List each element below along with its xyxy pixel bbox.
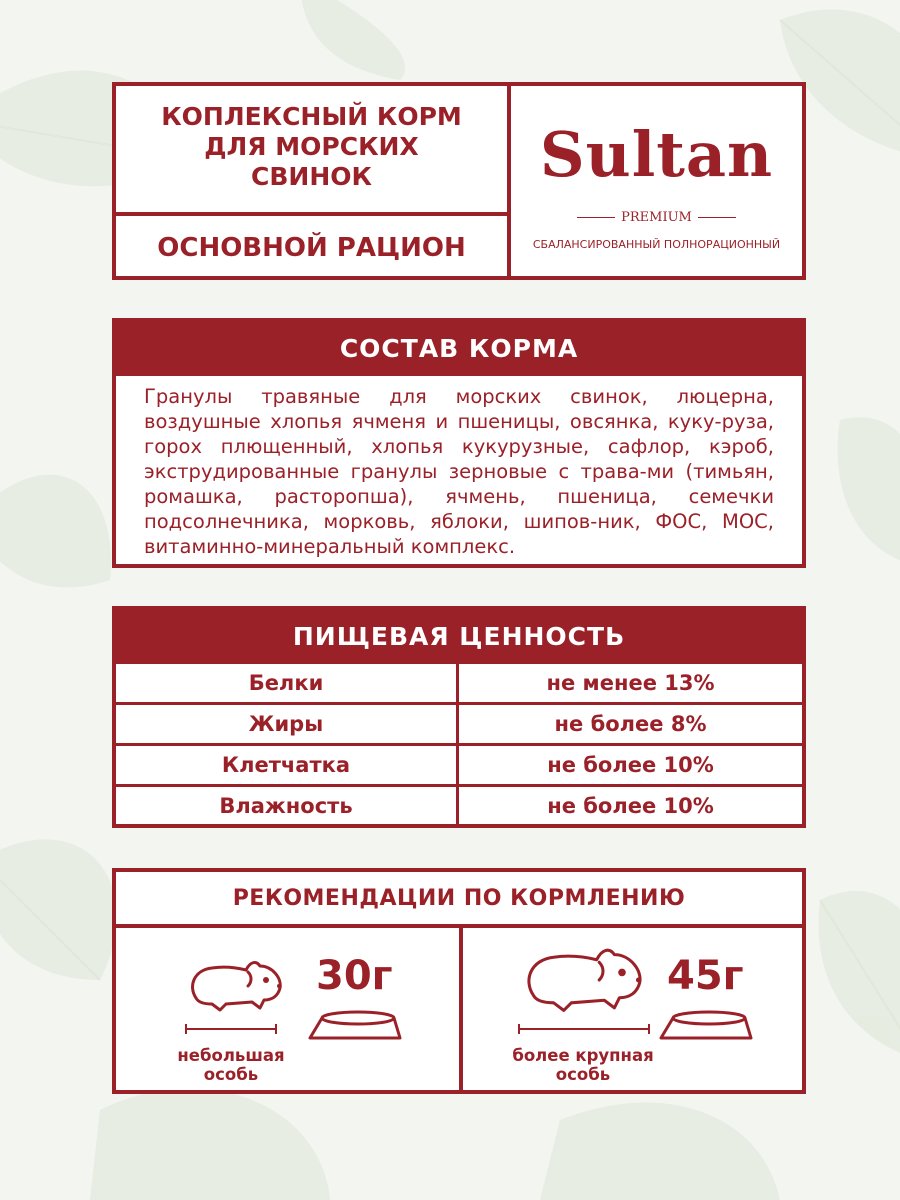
feeding-heading: РЕКОМЕНДАЦИИ ПО КОРМЛЕНИЮ — [232, 886, 686, 911]
product-title-line-2: ДЛЯ МОРСКИХ — [204, 132, 419, 161]
nutrient-name: Белки — [116, 664, 458, 704]
table-row — [116, 786, 802, 826]
nutrient-value: не более 8% — [458, 704, 803, 745]
nutrition-heading: ПИЩЕВАЯ ЦЕННОСТЬ — [116, 610, 802, 664]
feeding-label-large-line-2: особь — [555, 1065, 611, 1084]
product-title-line-3: СВИНОК — [251, 162, 372, 191]
product-title — [116, 102, 507, 192]
product-title-line-1: КОПЛЕКСНЫЙ КОРМ — [161, 102, 462, 131]
food-bowl-icon — [306, 1010, 404, 1046]
size-ruler-icon — [517, 1024, 651, 1034]
brand-logo — [511, 86, 802, 276]
brand-name: Sultan — [539, 118, 774, 191]
composition-text: Гранулы травяные для морских свинок, люцерна, воздушные хлопья ячменя и пшеницы, овсянка, куку-руза, горох плющенный, хлопья кукурузные, сафлор, кэроб, экструдированные гранулы зерновые с трава-ми (тимьян, ромашка, расторопша), ячмень, пшеница, семечки подсолнечника, морковь, яблоки, шипов-ник, ФОС, МОС, витаминно-минеральный комплекс. — [144, 385, 774, 558]
nutrition-panel — [112, 606, 806, 828]
feeding-large — [463, 928, 802, 1090]
composition-panel — [112, 318, 806, 568]
nutrient-name: Жиры — [116, 704, 458, 745]
premium-line-right — [698, 217, 736, 218]
feeding-small — [116, 928, 459, 1090]
brand-premium-text: PREMIUM — [621, 210, 692, 225]
feeding-label-small-line-2: особь — [203, 1065, 259, 1084]
guinea-pig-icon — [517, 942, 651, 1018]
brand-premium — [511, 210, 802, 225]
header-panel — [112, 82, 806, 280]
premium-line-left — [577, 217, 615, 218]
nutrient-name: Клетчатка — [116, 745, 458, 786]
feeding-amount-small: 30г — [316, 953, 393, 999]
size-ruler-icon — [184, 1024, 278, 1034]
feeding-label-small — [146, 1046, 316, 1084]
nutrition-table — [116, 664, 802, 825]
feeding-amount-large: 45г — [667, 953, 744, 999]
table-row — [116, 664, 802, 704]
nutrient-name: Влажность — [116, 786, 458, 826]
product-subtitle: ОСНОВНОЙ РАЦИОН — [157, 233, 466, 263]
food-bowl-icon — [657, 1010, 755, 1046]
feeding-label-large — [483, 1046, 683, 1084]
brand-tagline: СБАЛАНСИРОВАННЫЙ ПОЛНОРАЦИОННЫЙ — [532, 238, 781, 251]
guinea-pig-icon — [186, 956, 286, 1016]
nutrient-value: не менее 13% — [546, 671, 715, 695]
nutrient-value: не более 10% — [458, 745, 803, 786]
nutrient-value: не более 10% — [458, 786, 803, 826]
feeding-panel — [112, 868, 806, 1094]
table-row — [116, 704, 802, 745]
table-row — [116, 745, 802, 786]
feeding-label-small-line-1: небольшая — [177, 1046, 285, 1065]
composition-heading: СОСТАВ КОРМА — [116, 322, 802, 376]
feeding-label-large-line-1: более крупная — [512, 1046, 654, 1065]
